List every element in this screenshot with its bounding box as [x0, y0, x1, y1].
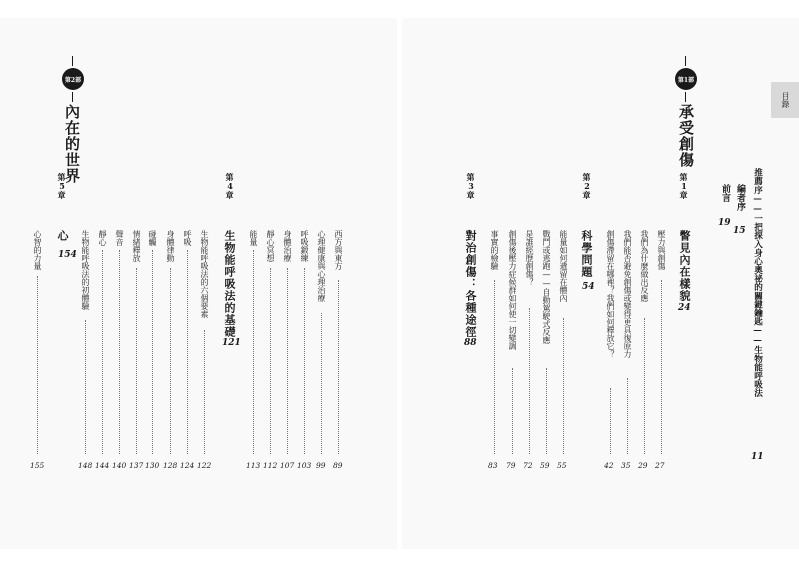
chapter-title: 生物能呼吸法的基礎	[223, 230, 236, 338]
dot-leader	[546, 368, 547, 454]
chapter-title: 科學問題	[580, 230, 593, 278]
toc-front-item[interactable]: 前言	[720, 184, 730, 202]
dot-leader	[512, 368, 513, 454]
page-number: 122	[197, 461, 212, 470]
dot-leader	[102, 250, 103, 454]
toc-tab[interactable]	[771, 82, 799, 118]
page-number: 137	[129, 461, 144, 470]
page-number: 19	[718, 218, 731, 228]
page-number: 42	[604, 461, 614, 470]
chapter-label: 第5章	[57, 173, 67, 199]
toc-item[interactable]: 身體律動	[166, 230, 175, 262]
toc-item[interactable]: 我們能否避免創傷或變得更具復原力	[623, 230, 632, 358]
page-number: 103	[297, 461, 312, 470]
chapter-page: 24	[678, 303, 691, 313]
dot-leader	[321, 313, 322, 454]
badge-line-bottom	[685, 92, 686, 102]
toc-item[interactable]: 情緒釋放	[132, 230, 141, 262]
dot-leader	[661, 280, 662, 454]
dot-leader	[204, 330, 205, 454]
toc-item[interactable]: 創傷滯留在哪裡？我們如何釋放它？	[606, 230, 615, 358]
dot-leader	[253, 250, 254, 454]
toc-item[interactable]: 碰觸	[148, 230, 157, 246]
chapter-page: 88	[464, 338, 477, 348]
dot-leader	[627, 378, 628, 454]
page-number: 144	[95, 461, 110, 470]
page-number: 15	[733, 226, 746, 236]
part-title: 承受創傷	[677, 104, 695, 168]
dot-leader	[37, 276, 38, 454]
chapter-title: 心	[56, 230, 69, 242]
page-number: 11	[751, 452, 764, 462]
dot-leader	[170, 268, 171, 454]
page-number: 113	[246, 461, 261, 470]
dot-leader	[136, 268, 137, 454]
dot-leader	[529, 308, 530, 454]
page-number: 107	[280, 461, 295, 470]
toc-item[interactable]: 事實的檢驗	[490, 230, 499, 270]
chapter-page: 154	[58, 250, 77, 260]
dot-leader	[338, 280, 339, 454]
toc-item[interactable]: 生物能呼吸法的初體驗	[81, 230, 90, 310]
badge-line-top	[72, 56, 73, 66]
toc-item[interactable]: 心理健康與心理治療	[317, 230, 326, 302]
dot-leader	[287, 268, 288, 454]
part-title: 內在的世界	[63, 104, 81, 184]
chapter-label: 第2章	[582, 173, 592, 199]
toc-front-item[interactable]: 編者序	[735, 184, 745, 211]
toc-item[interactable]: 靜心	[98, 230, 107, 246]
toc-item[interactable]: 呼吸鍛練	[300, 230, 309, 262]
page-number: 124	[180, 461, 195, 470]
toc-item[interactable]: 靜心冥想	[266, 230, 275, 262]
page-number: 83	[488, 461, 498, 470]
toc-item[interactable]: 創傷後壓力症候群如何使一切變調	[508, 230, 517, 350]
page-number: 99	[316, 461, 326, 470]
page-number: 35	[621, 461, 631, 470]
toc-item[interactable]: 我們為什麼做出反應	[640, 230, 649, 302]
dot-leader	[610, 388, 611, 454]
toc-front-item[interactable]: 推薦序——一把探入身心奧祕的關鍵鑰匙——生物能呼吸法	[752, 168, 763, 398]
page-number: 72	[523, 461, 533, 470]
page-number: 59	[540, 461, 550, 470]
chapter-label: 第3章	[466, 173, 476, 199]
toc-tab-label: 目錄	[781, 92, 790, 108]
toc-item[interactable]: 是誰經歷創傷？	[525, 230, 534, 286]
page-number: 140	[112, 461, 127, 470]
dot-leader	[304, 268, 305, 454]
chapter-title: 對治創傷：各種途徑	[464, 230, 477, 338]
chapter-label: 第1章	[679, 173, 689, 199]
dot-leader	[187, 250, 188, 454]
toc-item[interactable]: 戰鬥或逃跑——自動駕駛式反應	[542, 230, 551, 344]
chapter-page: 54	[582, 282, 595, 292]
page-number: 148	[78, 461, 93, 470]
page-number: 79	[506, 461, 516, 470]
toc-item[interactable]: 能量如何遺留在體內	[559, 230, 568, 302]
dot-leader	[563, 318, 564, 454]
page-number: 55	[557, 461, 567, 470]
page-number: 130	[145, 461, 160, 470]
toc-item[interactable]: 身體治療	[283, 230, 292, 262]
dot-leader	[119, 250, 120, 454]
page-number: 155	[30, 461, 45, 470]
left-page	[0, 18, 397, 549]
dot-leader	[270, 268, 271, 454]
toc-item[interactable]: 生物能呼吸法的六個要素	[200, 230, 209, 318]
badge-line-top	[685, 56, 686, 66]
page-number: 89	[333, 461, 343, 470]
chapter-label: 第4章	[225, 173, 235, 199]
toc-item[interactable]: 心智的力量	[33, 230, 42, 270]
toc-item[interactable]: 西方與東方	[334, 230, 343, 270]
toc-item[interactable]: 壓力與創傷	[657, 230, 666, 270]
page-number: 27	[655, 461, 665, 470]
toc-item[interactable]: 能量	[249, 230, 258, 246]
dot-leader	[85, 320, 86, 454]
badge-line-bottom	[72, 92, 73, 102]
chapter-title: 瞥見內在樣貌	[678, 230, 691, 302]
dot-leader	[494, 280, 495, 454]
dot-leader	[644, 318, 645, 454]
part-badge: 第2部	[62, 68, 84, 90]
toc-item[interactable]: 聲音	[115, 230, 124, 246]
part-badge: 第1部	[675, 68, 697, 90]
page-number: 112	[263, 461, 278, 470]
right-page	[402, 18, 799, 549]
chapter-page: 121	[222, 338, 241, 348]
dot-leader	[152, 250, 153, 454]
page-number: 128	[163, 461, 178, 470]
toc-item[interactable]: 呼吸	[183, 230, 192, 246]
page-number: 29	[638, 461, 648, 470]
